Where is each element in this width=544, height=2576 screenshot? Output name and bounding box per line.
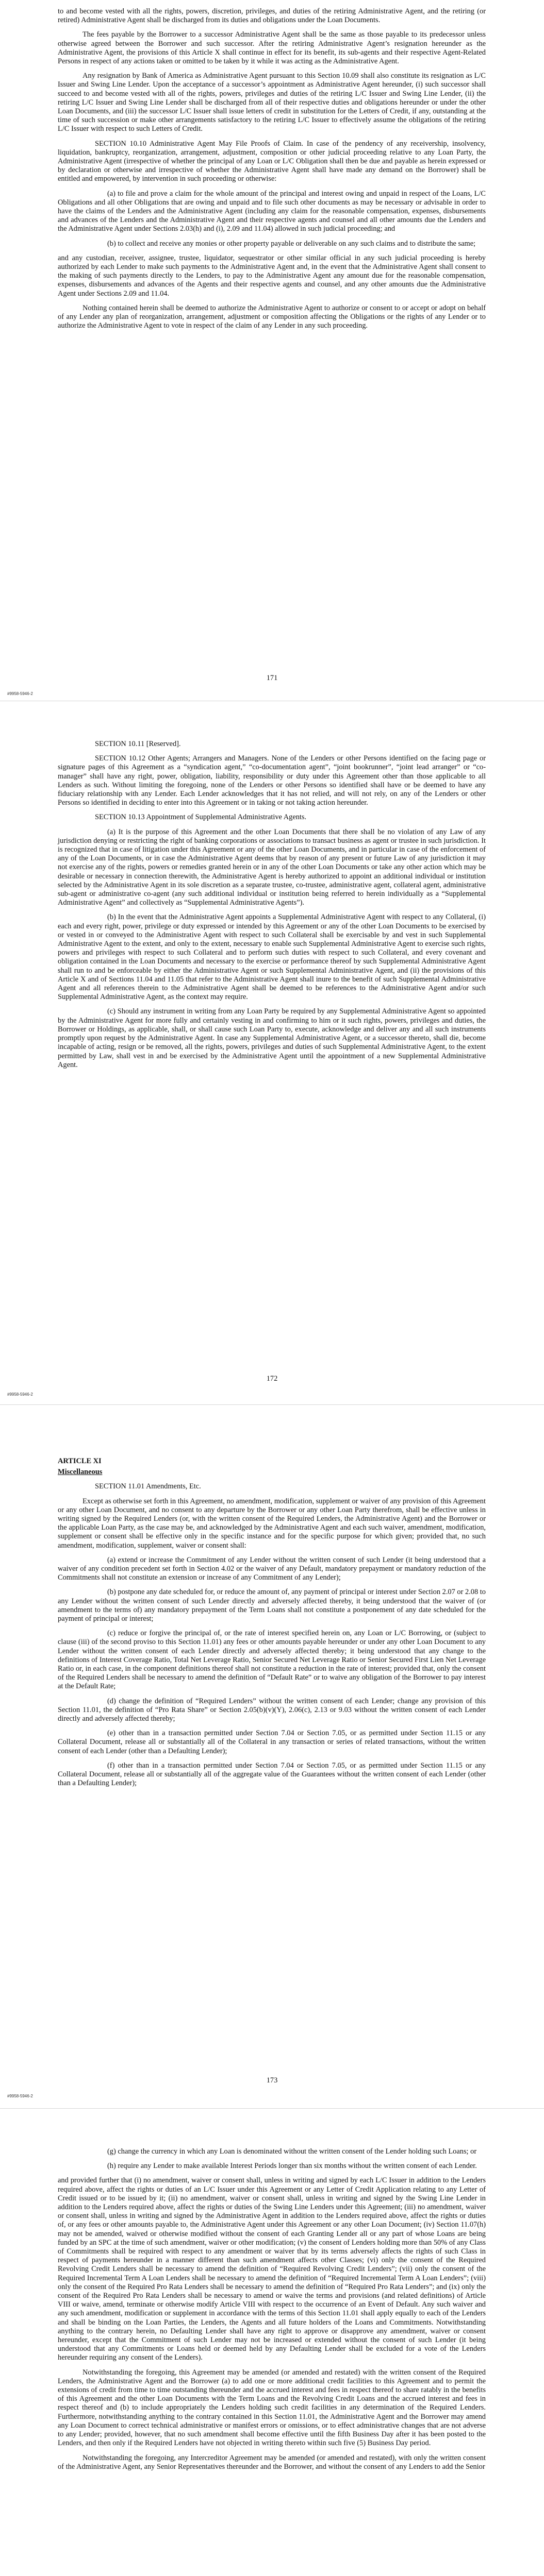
clause-f: (f) other than in a transaction permitted under Section 7.04 or Section 7.05, or as permitted under Section 11.15 or any Collateral Document, release all or substantially all of the aggregate value of the Guarantees without the written consent of each Lender (other than a Defaulting Lender); [58, 1761, 486, 1788]
paragraph: and provided further that (i) no amendment, waiver or consent shall, unless in writing and signed by each L/C Issuer in addition to the Lenders required above, affect the rights or duties of an L/C Issuer under this Agreement or any Letter of Credit Application relating to any Letter of Credit issued or to be issued by it; (ii) no amendment, waiver or consent shall, unless in writing and signed by the Swing Line Lender in addition to the Lenders required above, affect the rights or duties of the Swing Line Lenders under this Agreement; (iii) no amendment, waiver or consent shall, unless in writing and signed by the Administrative Agent in addition to the Lenders required above, affect the rights or duties of, or any fees or other amounts payable to, the Administrative Agent under this Agreement or any other Loan Document; (iv) Section 11.07(h) may not be amended, waived or otherwise modified without the consent of each Granting Lender all or any part of whose Loans are being funded by an SPC at the time of such amendment, waiver or other modification; (v) the consent of Lenders holding more than 50% of any Class of Commitments shall be required with respect to any amendment or waiver that by its terms adversely affects the rights of such Class in respect of payments hereunder in a manner different than such amendment affects other Classes; (vi) only the consent of the Required Revolving Credit Lenders shall be necessary to amend the definition of “Required Revolving Credit Lenders”; (vii) only the consent of the Required Incremental Term A Loan Lenders shall be necessary to amend the definition of “Required Incremental Term A Loan Lenders”; (viii) only the consent of the Required Pro Rata Lenders shall be necessary to amend the definition of “Required Pro Rata Lenders”; and (ix) only the consent of the Required Pro Rata Lenders shall be necessary to amend or waive the terms and provisions (and related definitions) of Article VIII or waive, amend, terminate or otherwise modify Article VIII with respect to the occurrence of an Event of Default. Any such waiver and any such amendment, modification or supplement in accordance with the terms of this Section 11.01 shall apply equally to each of the Lenders and shall be binding on the Loan Parties, the Lenders, the Agents and all future holders of the Loans and Commitments. Notwithstanding anything to the contrary herein, no Defaulting Lender shall have any right to approve or disapprove any amendment, waiver or consent hereunder, except that the Commitment of such Lender may not be increased or extended without the consent of such Lender (it being understood that any Commitments or Loans held or deemed held by any Defaulting Lender shall be excluded for a vote of the Lenders hereunder requiring any consent of the Lenders). [58, 2176, 486, 2362]
section-11-01: SECTION 11.01 Amendments, Etc. [95, 1482, 201, 1491]
paragraph: Notwithstanding the foregoing, this Agreement may be amended (or amended and restated) with the written consent of the Required Lenders, the Administrative Agent and the Borrower (a) to add one or more additional credit facilities to this Agreement and to permit the extensions of credit from time to time outstanding thereunder and the accrued interest and fees in respect thereof to share ratably in the benefits of this Agreement and the other Loan Documents with the Term Loans and the Revolving Credit Loans and the accrued interest and fees in respect thereof and (b) to include appropriately the Lenders holding such credit facilities in any determination of the Required Lenders. Furthermore, notwithstanding anything to the contrary contained in this Section 11.01, the Administrative Agent and the Borrower may amend any Loan Document to correct technical administrative or manifest errors or omissions, or to effect administrative changes that are not adverse to any Lender; provided, however, that no such amendment shall become effective until the fifth Business Day after it has been posted to the Lenders, and then only if the Required Lenders have not objected in writing thereto within such five (5) Business Day period. [58, 2368, 486, 2448]
clause-e: (e) other than in a transaction permitted under Section 7.04 or Section 7.05, or as permitted under Section 11.15 or any Collateral Document, release all or substantially all of the Collateral in any transaction or series of related transactions, without the written consent of each Lender (other than a Defaulting Lender); [58, 1729, 486, 1755]
paragraph: and any custodian, receiver, assignee, trustee, liquidator, sequestrator or other similar official in any such judicial proceeding is hereby authorized by each Lender to make such payments to the Administrative Agent and, in the event that the Administrative Agent shall consent to the making of such payments directly to the Lenders, to pay to the Administrative Agent any amount due for the reasonable compensation, expenses, disbursements and advances of the Agents and their respective agents and counsel, and any other amounts due the Administrative Agent under Sections 2.09 and 11.04. [58, 253, 486, 298]
page-173-body [58, 1457, 486, 1794]
clause-c: (c) reduce or forgive the principal of, or the rate of interest specified herein on, any Loan or L/C Borrowing, or (subject to clause (iii) of the second proviso to this Section 11.01) any fees or other amounts payable hereunder or under any other Loan Document to any Lender without the written consent of each Lender directly and adversely affected thereby; it being understood that any change to the definitions of Interest Coverage Ratio, Total Net Leverage Ratio, Senior Secured Net Leverage Ratio or Senior Secured First Lien Net Leverage Ratio or, in each case, in the component definitions thereof shall not constitute a reduction in the rate of interest; provided that, only the consent of the Required Lenders shall be necessary to amend the definition of “Default Rate” or to waive any obligation of the Borrower to pay interest at the Default Rate; [58, 1629, 486, 1691]
clause-b: (b) to collect and receive any monies or other property payable or deliverable on any such claims and to distribute the same; [107, 239, 476, 248]
clause-d: (d) change the definition of “Required Lenders” without the written consent of each Lender; change any provision of this Section 11.01, the definition of “Pro Rata Share” or Section 2.05(b)(v)(Y), 2.06(c), 2.13 or 9.03 without the written consent of each Lender directly and adversely affected thereby; [58, 1697, 486, 1723]
clause-b: (b) In the event that the Administrative Agent appoints a Supplemental Administrative Agent with respect to any Collateral, (i) each and every right, power, privilege or duty expressed or intended by this Agreement or any of the other Loan Documents to be exercised by or vested in or conveyed to the Administrative Agent with respect to such Collateral shall be exercisable by and vest in such Supplemental Administrative Agent to the extent, and only to the extent, necessary to enable such Supplemental Administrative Agent to exercise such rights, powers and privileges with respect to such Collateral and to perform such duties with respect to such Collateral, and every covenant and obligation contained in the Loan Documents and necessary to the exercise or performance thereof by such Supplemental Administrative Agent shall run to and be enforceable by either the Administrative Agent or such Supplemental Administrative Agent, and (ii) the provisions of this Article X and of Sections 11.04 and 11.05 that refer to the Administrative Agent shall inure to the benefit of such Supplemental Administrative Agent and all references therein to the Administrative Agent shall be deemed to be references to the Administrative Agent and/or such Supplemental Administrative Agent, as the context may require. [58, 913, 486, 1002]
page-173 [0, 1408, 544, 2108]
clause-c: (c) Should any instrument in writing from any Loan Party be required by any Supplemental Administrative Agent so appointed by the Administrative Agent for more fully and certainly vesting in and confirming to him or it such rights, powers, privileges and duties, the Borrower or Holdings, as applicable, shall, or shall cause such Loan Party to, execute, acknowledge and deliver any and all such instruments promptly upon request by the Administrative Agent. In case any Supplemental Administrative Agent, or a successor thereto, shall die, become incapable of acting, resign or be removed, all the rights, powers, privileges and duties of such Supplemental Administrative Agent, to the extent permitted by Law, shall vest in and be exercised by the Administrative Agent until the appointment of a new Supplemental Administrative Agent. [58, 1007, 486, 1069]
doc-id: #9958-5946-2 [7, 2094, 33, 2098]
doc-id: #9958-5946-2 [7, 1392, 33, 1397]
paragraph: Notwithstanding the foregoing, any Intercreditor Agreement may be amended (or amended and restated), with only the written consent of the Administrative Agent, any Senior Representatives thereunder and the Borrower, and without the consent of any Lenders to add the Senior [58, 2453, 486, 2471]
paragraph: Nothing contained herein shall be deemed to authorize the Administrative Agent to authorize or consent to or accept or adopt on behalf of any Lender any plan of reorganization, arrangement, adjustment or composition affecting the Obligations or the rights of any Lender or to authorize the Administrative Agent to vote in respect of the claim of any Lender in any such proceeding. [58, 303, 486, 330]
page-172-body [58, 740, 486, 1075]
page-172 [0, 704, 544, 1404]
page-number: 171 [266, 674, 278, 682]
page-number: 172 [266, 1375, 278, 1383]
paragraph: Except as otherwise set forth in this Agreement, no amendment, modification, supplement or waiver of any provision of this Agreement or any other Loan Document, and no consent to any departure by the Borrower or any other Loan Party therefrom, shall be effective unless in writing signed by the Required Lenders (or, with the written consent of the Required Lenders, the Administrative Agent) and the Borrower or the applicable Loan Party, as the case may be, and acknowledged by the Administrative Agent and each such waiver, amendment, modification, supplement or consent shall be effective only in the specific instance and for the specific purpose for which given; provided that, no such amendment, modification, supplement, waiver or consent shall: [58, 1497, 486, 1550]
clause-a: (a) extend or increase the Commitment of any Lender without the written consent of such Lender (it being understood that a waiver of any condition precedent set forth in Section 4.02 or the waiver of any Default, mandatory prepayment or mandatory reduction of the Commitments shall not constitute an extension or increase of any Commitment of any Lender); [58, 1555, 486, 1582]
page-171 [0, 0, 544, 701]
section-10-12: SECTION 10.12 Other Agents; Arrangers and Managers. None of the Lenders or other Persons identified on the facing page or signature pages of this Agreement as a “syndication agent,” “co-documentation agent”, “joint bookrunner”, “joint lead arranger” or “co-manager” shall have any right, power, obligation, liability, responsibility or duty under this Agreement other than those applicable to all Lenders as such. Without limiting the foregoing, none of the Lenders or other Persons so identified shall have or be deemed to have any fiduciary relationship with any Lender. Each Lender acknowledges that it has not relied, and will not rely, on any of the Lenders or other Persons so identified in deciding to enter into this Agreement or in taking or not taking action hereunder. [58, 754, 486, 807]
paragraph: to and become vested with all the rights, powers, discretion, privileges, and duties of the retiring Administrative Agent, and the retiring (or retired) Administrative Agent shall be discharged from its duties and obligations under the Loan Documents. [58, 7, 486, 25]
section-10-13: SECTION 10.13 Appointment of Supplemental Administrative Agents. [95, 813, 307, 822]
section-10-11: SECTION 10.11 [Reserved]. [95, 740, 181, 748]
clause-a: (a) It is the purpose of this Agreement and the other Loan Documents that there shall be no violation of any Law of any jurisdiction denying or restricting the right of banking corporations or associations to transact business as agent or trustee in such jurisdiction. It is recognized that in case of litigation under this Agreement or any of the other Loan Documents, and in particular in case of the enforcement of any of the Loan Documents, or in case the Administrative Agent deems that by reason of any present or future Law of any jurisdiction it may not exercise any of the rights, powers or remedies granted herein or in any of the other Loan Documents or take any other action which may be desirable or necessary in connection therewith, the Administrative Agent is hereby authorized to appoint an additional individual or institution selected by the Administrative Agent in its sole discretion as a separate trustee, co-trustee, administrative agent, collateral agent, administrative sub-agent or administrative co-agent (any such additional individual or institution being referred to herein individually as a “Supplemental Administrative Agent” and collectively as “Supplemental Administrative Agents”). [58, 827, 486, 907]
clause-b: (b) postpone any date scheduled for, or reduce the amount of, any payment of principal or interest under Section 2.07 or 2.08 to any Lender without the written consent of such Lender directly and adversely affected thereby, it being understood that the waiver of (or amendment to the terms of) any mandatory prepayment of the Term Loans shall not constitute a postponement of any date scheduled for the payment of principal or interest; [58, 1588, 486, 1623]
clause-h: (h) require any Lender to make available Interest Periods longer than six months without the written consent of each Lender. [107, 2162, 477, 2171]
clause-g: (g) change the currency in which any Loan is denominated without the written consent of the Lender holding such Loans; or [107, 2147, 477, 2156]
article-title: ARTICLE XI [58, 1457, 102, 1465]
page-174 [0, 2111, 544, 2576]
paragraph: The fees payable by the Borrower to a successor Administrative Agent shall be the same as those payable to its predecessor unless otherwise agreed between the Borrower and such successor. After the retiring Administrative Agent’s resignation hereunder as the Administrative Agent, the provisions of this Article X shall continue in effect for its benefit, its sub-agents and their respective Agent-Related Persons in respect of any actions taken or omitted to be taken by it while it was acting as the Administrative Agent. [58, 30, 486, 66]
paragraph: Any resignation by Bank of America as Administrative Agent pursuant to this Section 10.09 shall also constitute its resignation as L/C Issuer and Swing Line Lender. Upon the acceptance of a successor’s appointment as Administrative Agent hereunder, (i) such successor shall succeed to and become vested with all of the rights, powers, privileges and duties of the retiring L/C Issuer and Swing Line Lender, (ii) the retiring L/C Issuer and Swing Line Lender shall be discharged from all of their respective duties and obligations hereunder or under the other Loan Documents, and (iii) the successor L/C Issuer shall issue letters of credit in substitution for the Letters of Credit, if any, outstanding at the time of such succession or make other arrangements satisfactory to the retiring L/C Issuer to effectively assume the obligations of the retiring L/C Issuer with respect to such Letters of Credit. [58, 72, 486, 133]
page-divider [0, 2108, 544, 2109]
doc-id: #9958-5946-2 [7, 691, 33, 696]
article-subtitle: Miscellaneous [58, 1468, 103, 1477]
section-10-10: SECTION 10.10 Administrative Agent May File Proofs of Claim. In case of the pendency of any receivership, insolvency, liquidation, bankruptcy, reorganization, arrangement, adjustment, composition or other judicial proceeding relative to any Loan Party, the Administrative Agent (irrespective of whether the principal of any Loan or L/C Obligation shall then be due and payable as herein expressed or by declaration or otherwise and irrespective of whether the Administrative Agent shall have made any demand on the Borrower) shall be entitled and empowered, by intervention in such proceeding or otherwise: [58, 139, 486, 183]
page-divider [0, 1404, 544, 1405]
page-number: 173 [266, 2076, 278, 2084]
page-174-body [58, 2147, 486, 2477]
page-171-body [58, 7, 486, 336]
clause-a: (a) to file and prove a claim for the whole amount of the principal and interest owing and unpaid in respect of the Loans, L/C Obligations and all other Obligations that are owing and unpaid and to file such other documents as may be necessary or advisable in order to have the claims of the Lenders and the Administrative Agent (including any claim for the reasonable compensation, expenses, disbursements and advances of the Lenders and the Administrative Agent and their respective agents and counsel and all other amounts due the Lenders and the Administrative Agent under Sections 2.03(h) and (i), 2.09 and 11.04) allowed in such judicial proceeding; and [58, 189, 486, 233]
